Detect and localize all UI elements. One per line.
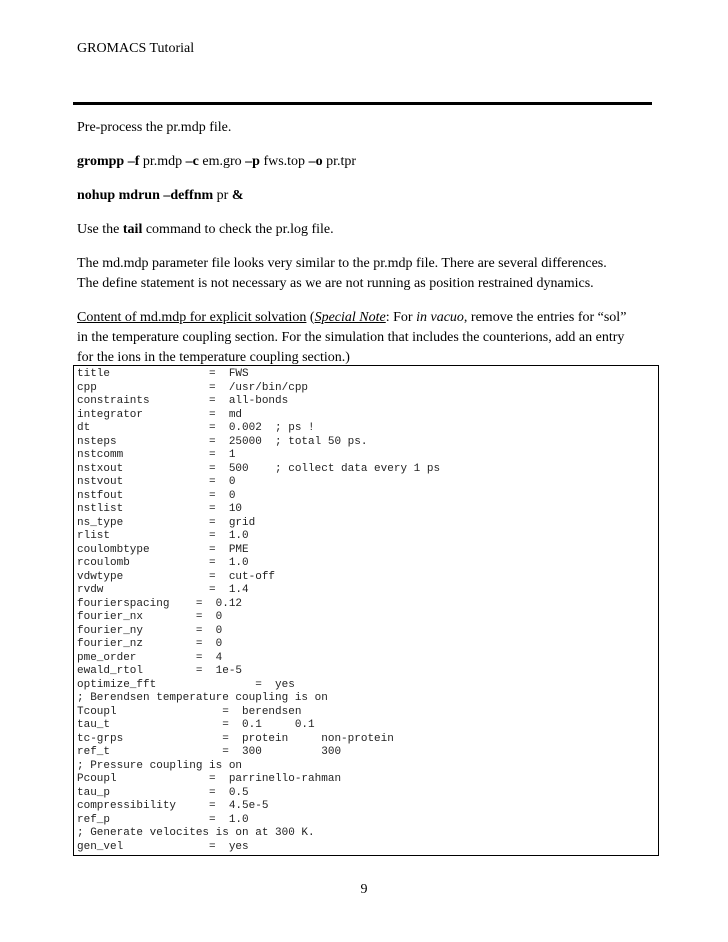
code-line: nstlist = 10 bbox=[77, 503, 243, 515]
code-line: fourier_nx = 0 bbox=[77, 611, 223, 623]
md-mdp-content-note bbox=[77, 308, 667, 368]
note-rest: , remove the entries for “sol” bbox=[463, 310, 627, 325]
code-line: nstvout = 0 bbox=[77, 476, 236, 488]
code-line: fourier_nz = 0 bbox=[77, 638, 223, 650]
code-line: nsteps = 25000 ; total 50 ps. bbox=[77, 435, 368, 448]
tail-instruction bbox=[77, 220, 667, 240]
note-line-1 bbox=[77, 308, 667, 328]
code-line: constraints = all-bonds bbox=[77, 395, 289, 407]
grompp-cmd: grompp bbox=[77, 154, 125, 169]
code-line: ; Pressure coupling is on bbox=[77, 759, 243, 772]
flag-c-value: em.gro bbox=[198, 154, 246, 169]
note-open-paren: ( bbox=[306, 310, 315, 325]
grompp-command bbox=[77, 152, 667, 172]
md-mdp-line-2: The define statement is not necessary as we are not running as position restrained dynamics. bbox=[77, 276, 594, 291]
mdrun-background: & bbox=[231, 188, 244, 203]
code-line: tc-grps = protein non-protein bbox=[77, 732, 394, 745]
code-line: tau_t = 0.1 0.1 bbox=[77, 719, 315, 731]
code-line: compressibility = 4.5e-5 bbox=[77, 800, 269, 812]
code-line: ns_type = grid bbox=[77, 516, 256, 529]
page-number: 9 bbox=[360, 882, 368, 897]
code-line: ref_t = 300 300 bbox=[77, 746, 342, 758]
tail-pre: Use the bbox=[77, 222, 123, 237]
in-vacuo-term: in vacuo bbox=[416, 310, 464, 325]
special-note-label: Special Note bbox=[314, 310, 386, 325]
code-line: tau_p = 0.5 bbox=[77, 786, 249, 799]
flag-p-value: fws.top bbox=[259, 154, 309, 169]
code-line: Pcoupl = parrinello-rahman bbox=[77, 773, 342, 785]
mdrun-arg: pr bbox=[213, 188, 232, 203]
md-mdp-code-block bbox=[73, 365, 659, 856]
content-heading: Content of md.mdp for explicit solvation bbox=[77, 310, 307, 325]
code-line: ; Generate velocites is on at 300 K. bbox=[77, 827, 315, 839]
code-line: coulombtype = PME bbox=[77, 543, 249, 556]
note-line-3: for the ions in the temperature coupling section.) bbox=[77, 350, 350, 365]
code-line: fourierspacing = 0.12 bbox=[77, 597, 243, 610]
code-line: nstxout = 500 ; collect data every 1 ps bbox=[77, 462, 441, 475]
flag-f: –f bbox=[127, 154, 140, 169]
note-line-2: in the temperature coupling section. For the simulation that includes the counterions, add an entry bbox=[77, 330, 625, 345]
code-line: ref_p = 1.0 bbox=[77, 813, 249, 826]
code-line: rvdw = 1.4 bbox=[77, 584, 249, 596]
flag-o: –o bbox=[308, 154, 323, 169]
code-line: nstfout = 0 bbox=[77, 489, 236, 502]
code-line: gen_vel = yes bbox=[77, 840, 249, 853]
code-line: dt = 0.002 ; ps ! bbox=[77, 422, 315, 434]
tail-post: command to check the pr.log file. bbox=[142, 222, 334, 237]
running-header: GROMACS Tutorial bbox=[77, 41, 195, 56]
code-line: optimize_fft = yes bbox=[77, 678, 295, 691]
code-line: ; Berendsen temperature coupling is on bbox=[77, 692, 328, 704]
flag-o-value: pr.tpr bbox=[322, 154, 357, 169]
mdrun-cmd: nohup mdrun –deffnm bbox=[77, 188, 214, 203]
code-line: integrator = md bbox=[77, 408, 243, 421]
body-text bbox=[77, 118, 667, 382]
code-line: title = FWS bbox=[77, 368, 249, 380]
preprocess-instruction: Pre-process the pr.mdp file. bbox=[77, 120, 232, 135]
code-line: pme_order = 4 bbox=[77, 651, 223, 664]
code-line: Tcoupl = berendsen bbox=[77, 705, 302, 718]
code-line: rcoulomb = 1.0 bbox=[77, 557, 249, 569]
md-mdp-description bbox=[77, 254, 667, 294]
note-colon: : For bbox=[385, 310, 417, 325]
code-line: rlist = 1.0 bbox=[77, 530, 249, 542]
mdrun-command bbox=[77, 186, 667, 206]
header-divider bbox=[73, 102, 652, 105]
flag-c: –c bbox=[185, 154, 199, 169]
code-line: ewald_rtol = 1e-5 bbox=[77, 665, 243, 677]
code-line: cpp = /usr/bin/cpp bbox=[77, 381, 309, 394]
md-mdp-line-1: The md.mdp parameter file looks very similar to the pr.mdp file. There are several differences. bbox=[77, 256, 607, 271]
code-line: vdwtype = cut-off bbox=[77, 570, 276, 583]
code-line: nstcomm = 1 bbox=[77, 449, 236, 461]
tail-cmd: tail bbox=[122, 222, 143, 237]
flag-f-value: pr.mdp bbox=[139, 154, 186, 169]
code-line: fourier_ny = 0 bbox=[77, 624, 223, 637]
flag-p: –p bbox=[245, 154, 260, 169]
